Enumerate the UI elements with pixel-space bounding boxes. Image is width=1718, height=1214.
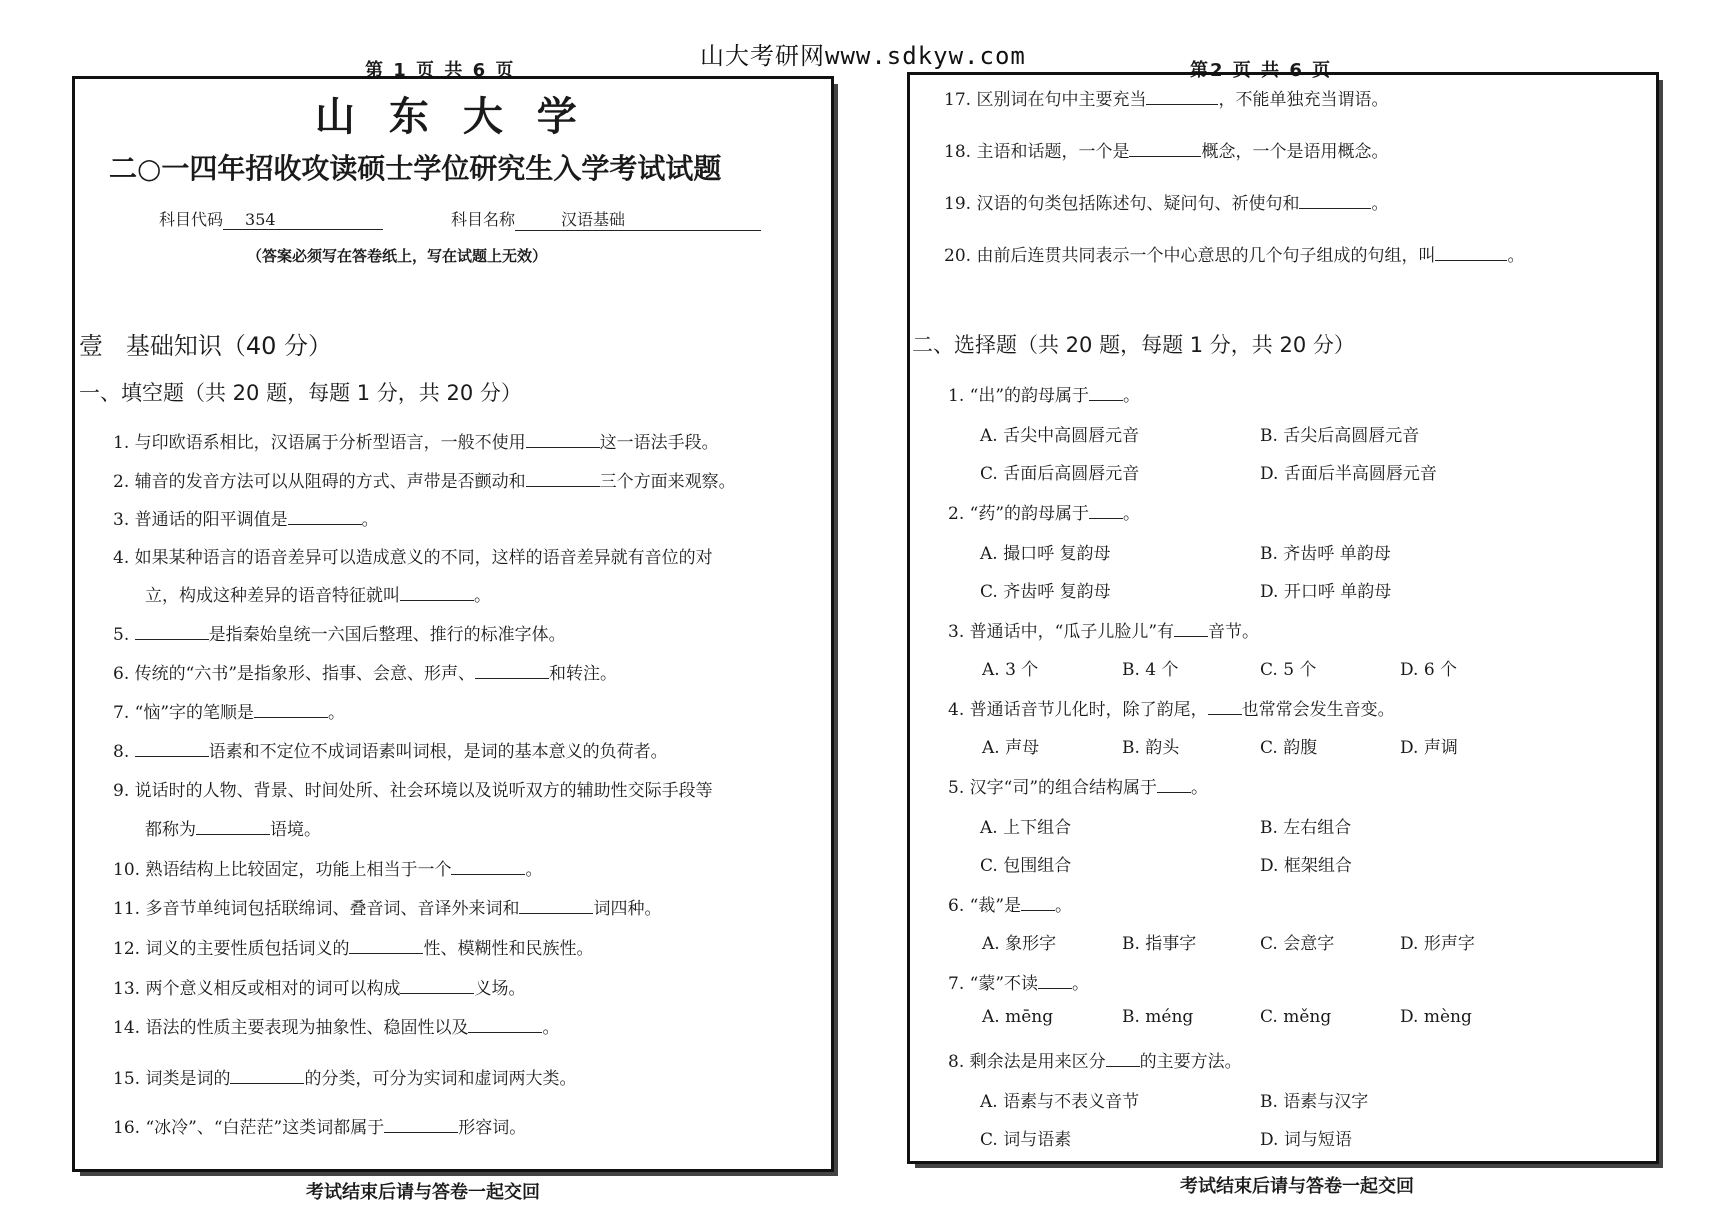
- mc-question-stem: [948, 773, 1208, 798]
- fill-blank-question: [113, 543, 713, 568]
- mc-question-stem: [948, 381, 1140, 406]
- answer-blank: [1106, 1049, 1140, 1067]
- mc-question-stem: [948, 499, 1140, 524]
- fill-blank-question: [944, 241, 1524, 266]
- fill-blank-question: [113, 1013, 559, 1038]
- fill-blank-question: [113, 698, 345, 723]
- question-text-tail: 义场。: [474, 979, 526, 999]
- answer-blank: [135, 739, 209, 757]
- mc-option: D. 形声字: [1400, 934, 1475, 954]
- answer-blank: [1021, 893, 1055, 911]
- question-text-tail: 。: [1371, 194, 1389, 214]
- subject-name-field: [451, 207, 761, 231]
- question-text-tail: 三个方面来观察。: [599, 472, 736, 492]
- fill-blank-question: [113, 737, 668, 762]
- answer-blank: [400, 976, 474, 994]
- answer-blank: [1146, 87, 1218, 105]
- mc-question-stem: [948, 891, 1072, 916]
- question-text-tail: 的分类，可分为实词和虚词两大类。: [304, 1069, 577, 1089]
- mc-option: A. 舌尖中高圆唇元音: [980, 426, 1140, 446]
- question-text-tail: 。: [1123, 386, 1141, 406]
- question-text-tail: 性、模糊性和民族性。: [423, 939, 594, 959]
- subject-code-label: 科目代码: [159, 210, 224, 229]
- mc-option: B. méng: [1122, 1007, 1194, 1027]
- answer-blank: [1089, 383, 1123, 401]
- right-exam-page: [907, 72, 1659, 1164]
- answer-blank: [254, 700, 328, 718]
- mc-option: B. 舌尖后高圆唇元音: [1260, 426, 1420, 446]
- question-text-tail: 语素和不定位不成词语素叫词根，是词的基本意义的负荷者。: [208, 742, 668, 762]
- answer-blank: [475, 661, 549, 679]
- question-text: 1. “出”的韵母属于: [948, 386, 1090, 406]
- question-text-tail: 形容词。: [458, 1118, 527, 1138]
- mc-option: D. 框架组合: [1260, 856, 1352, 876]
- mc-option: C. 5 个: [1260, 660, 1317, 680]
- left-page-number: 第 1 页 共 6 页: [365, 60, 516, 81]
- answer-blank: [230, 1066, 304, 1084]
- subject-name-label: 科目名称: [451, 210, 516, 229]
- exam-title: 二○一四年招收攻读硕士学位研究生入学考试试题: [109, 152, 722, 185]
- question-text: 5. 汉字“司”的组合结构属于: [948, 778, 1158, 798]
- answer-blank: [349, 936, 423, 954]
- answer-blank: [1208, 697, 1242, 715]
- mc-option: D. 词与短语: [1260, 1130, 1352, 1150]
- question-text: 9. 说话时的人物、背景、时间处所、社会环境以及说听双方的辅助性交际手段等: [113, 781, 713, 801]
- question-text: 15. 词类是词的: [113, 1069, 231, 1089]
- mc-option: D. 6 个: [1400, 660, 1458, 680]
- question-text: 13. 两个意义相反或相对的词可以构成: [113, 979, 401, 999]
- question-text: 20. 由前后连贯共同表示一个中心意思的几个句子组成的句组，叫: [944, 246, 1436, 266]
- mc-option: A. mēng: [982, 1007, 1054, 1027]
- answer-blank: [526, 430, 600, 448]
- question-text: 立，构成这种差异的语音特征就叫: [145, 586, 400, 606]
- question-text-tail: 是指秦始皇统一六国后整理、推行的标准字体。: [208, 625, 566, 645]
- fill-blank-question: [113, 1064, 576, 1089]
- question-text: 3. 普通话的阳平调值是: [113, 510, 288, 530]
- answer-blank: [1129, 139, 1201, 157]
- answer-blank: [1089, 501, 1123, 519]
- fill-blank-question: [113, 974, 525, 999]
- question-text: 5.: [113, 625, 135, 645]
- fill-blank-question: [145, 815, 321, 840]
- question-text: 10. 熟语结构上比较固定，功能上相当于一个: [113, 860, 452, 880]
- question-text: 6. “裁”是: [948, 896, 1022, 916]
- question-text-tail: 。: [1507, 246, 1525, 266]
- fill-blank-question: [113, 1113, 526, 1138]
- mc-option: A. 象形字: [982, 934, 1057, 954]
- answer-blank: [468, 1015, 542, 1033]
- answer-blank: [400, 583, 474, 601]
- site-watermark: 山大考研网www.sdkyw.com: [700, 42, 1026, 70]
- fill-blank-section-title: 一、填空题（共 20 题，每题 1 分，共 20 分）: [79, 381, 522, 405]
- mc-question-stem: [948, 1047, 1242, 1072]
- answer-blank: [1299, 191, 1371, 209]
- answer-blank: [1435, 243, 1507, 261]
- question-text: 8. 剩余法是用来区分: [948, 1052, 1106, 1072]
- answer-blank: [519, 896, 593, 914]
- part-title: 壹 基础知识（40 分）: [79, 332, 333, 360]
- university-title: 山 东 大 学: [315, 93, 587, 140]
- mc-option: C. 韵腹: [1260, 738, 1318, 758]
- question-text: 2. “药”的韵母属于: [948, 504, 1090, 524]
- question-text-tail: 。: [474, 586, 491, 606]
- question-text: 11. 多音节单纯词包括联绵词、叠音词、音译外来词和: [113, 899, 520, 919]
- question-text-tail: 。: [328, 703, 346, 723]
- mc-option: C. 齐齿呼 复韵母: [980, 582, 1111, 602]
- left-exam-page: [72, 76, 834, 1172]
- question-text-tail: 和转注。: [549, 664, 618, 684]
- fill-blank-question: [944, 137, 1388, 162]
- question-text: 12. 词义的主要性质包括词义的: [113, 939, 350, 959]
- question-text-tail: 也常常会发生音变。: [1241, 700, 1395, 720]
- fill-blank-question: [944, 189, 1388, 214]
- question-text: 2. 辅音的发音方法可以从阻碍的方式、声带是否颤动和: [113, 472, 526, 492]
- answer-blank: [526, 469, 600, 487]
- question-text: 4. 如果某种语言的语音差异可以造成意义的不同，这样的语音差异就有音位的对: [113, 548, 713, 568]
- question-text: 19. 汉语的句类包括陈述句、疑问句、祈使句和: [944, 194, 1300, 214]
- mc-option: C. 包围组合: [980, 856, 1072, 876]
- fill-blank-question: [113, 620, 566, 645]
- question-text-tail: 。: [1055, 896, 1073, 916]
- question-text-tail: 。: [1191, 778, 1209, 798]
- answer-blank: [1174, 619, 1208, 637]
- fill-blank-question: [113, 934, 593, 959]
- multiple-choice-section-title: 二、选择题（共 20 题，每题 1 分，共 20 分）: [912, 333, 1355, 357]
- left-footer-note: 考试结束后请与答卷一起交回: [306, 1182, 540, 1203]
- mc-option: D. 声调: [1400, 738, 1458, 758]
- question-text: 1. 与印欧语系相比，汉语属于分析型语言，一般不使用: [113, 433, 526, 453]
- mc-option: B. 齐齿呼 单韵母: [1260, 544, 1391, 564]
- answer-blank: [288, 507, 362, 525]
- subject-name-value: 汉语基础: [515, 207, 761, 231]
- question-text-tail: 。: [1123, 504, 1141, 524]
- question-text-tail: 。: [525, 860, 543, 880]
- answer-blank: [384, 1115, 458, 1133]
- answer-blank: [1157, 775, 1191, 793]
- question-text: 7. “恼”字的笔顺是: [113, 703, 255, 723]
- fill-blank-question: [113, 467, 736, 492]
- question-text-tail: 概念，一个是语用概念。: [1201, 142, 1389, 162]
- mc-option: C. 会意字: [1260, 934, 1335, 954]
- question-text-tail: 语境。: [270, 820, 321, 840]
- question-text-tail: 这一语法手段。: [599, 433, 719, 453]
- mc-option: B. 语素与汉字: [1260, 1092, 1369, 1112]
- mc-question-stem: [948, 695, 1395, 720]
- question-text: 18. 主语和话题，一个是: [944, 142, 1130, 162]
- fill-blank-question: [113, 659, 617, 684]
- answer-blank: [196, 817, 270, 835]
- answer-blank: [135, 622, 209, 640]
- fill-blank-question: [113, 894, 661, 919]
- mc-option: A. 语素与不表义音节: [980, 1092, 1140, 1112]
- mc-option: B. 韵头: [1122, 738, 1180, 758]
- right-footer-note: 考试结束后请与答卷一起交回: [1180, 1176, 1414, 1197]
- mc-option: A. 声母: [982, 738, 1040, 758]
- question-text-tail: 。: [1072, 974, 1090, 994]
- mc-option: D. 舌面后半高圆唇元音: [1260, 464, 1437, 484]
- mc-option: D. 开口呼 单韵母: [1260, 582, 1392, 602]
- mc-option: C. 词与语素: [980, 1130, 1072, 1150]
- question-text-tail: 的主要方法。: [1139, 1052, 1242, 1072]
- question-text: 16. “冰冷”、“白茫茫”这类词都属于: [113, 1118, 385, 1138]
- question-text: 7. “蒙”不读: [948, 974, 1039, 994]
- mc-option: C. měng: [1260, 1007, 1332, 1027]
- answer-blank: [1038, 971, 1072, 989]
- right-page-number: 第2 页 共 6 页: [1190, 60, 1333, 81]
- mc-option: A. 上下组合: [980, 818, 1072, 838]
- answer-blank: [451, 857, 525, 875]
- question-text-tail: 。: [542, 1018, 560, 1038]
- answer-notice: （答案必须写在答卷纸上，写在试题上无效）: [247, 247, 548, 265]
- fill-blank-question: [145, 581, 491, 606]
- question-text: 都称为: [145, 820, 196, 840]
- question-text: 4. 普通话音节儿化时，除了韵尾，: [948, 700, 1208, 720]
- mc-option: B. 指事字: [1122, 934, 1197, 954]
- mc-option: B. 4 个: [1122, 660, 1179, 680]
- question-text: 6. 传统的“六书”是指象形、指事、会意、形声、: [113, 664, 476, 684]
- mc-option: C. 舌面后高圆唇元音: [980, 464, 1140, 484]
- question-text: 14. 语法的性质主要表现为抽象性、稳固性以及: [113, 1018, 469, 1038]
- mc-option: B. 左右组合: [1260, 818, 1352, 838]
- subject-code-value: 354: [223, 210, 383, 230]
- mc-question-stem: [948, 969, 1089, 994]
- question-text-tail: 词四种。: [593, 899, 662, 919]
- fill-blank-question: [113, 776, 713, 801]
- question-text-tail: 音节。: [1208, 622, 1260, 642]
- mc-option: A. 撮口呼 复韵母: [980, 544, 1111, 564]
- fill-blank-question: [113, 505, 379, 530]
- mc-option: A. 3 个: [982, 660, 1039, 680]
- question-text-tail: 。: [361, 510, 379, 530]
- question-text: 8.: [113, 742, 135, 762]
- fill-blank-question: [944, 85, 1388, 110]
- subject-code-field: [159, 207, 383, 230]
- question-text-tail: ，不能单独充当谓语。: [1218, 90, 1389, 110]
- question-text: 17. 区别词在句中主要充当: [944, 90, 1147, 110]
- fill-blank-question: [113, 855, 542, 880]
- fill-blank-question: [113, 428, 719, 453]
- mc-option: D. mèng: [1400, 1007, 1472, 1027]
- mc-question-stem: [948, 617, 1259, 642]
- question-text: 3. 普通话中，“瓜子儿脸儿”有: [948, 622, 1175, 642]
